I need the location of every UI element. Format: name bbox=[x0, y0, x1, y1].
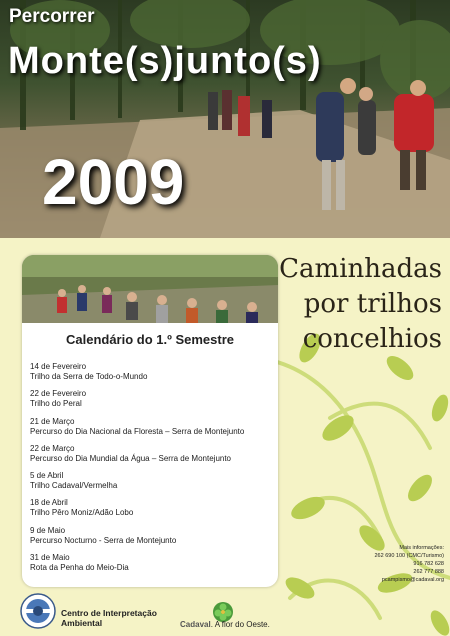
event-name: Percurso do Dia Mundial da Água – Serra de Montejunto bbox=[30, 453, 232, 463]
event-item bbox=[30, 362, 274, 389]
calendar-title: Calendário do 1.º Semestre bbox=[65, 332, 235, 347]
header-kicker: Percorrer bbox=[9, 6, 95, 27]
header-title: Monte(s)junto(s) bbox=[8, 40, 322, 82]
group-walk-photo bbox=[22, 255, 278, 323]
event-date: 22 de Fevereiro bbox=[30, 389, 87, 399]
contact-line: 262 777 888 bbox=[413, 569, 444, 575]
event-item bbox=[30, 417, 274, 444]
cadaval-brand: Cadaval bbox=[180, 620, 211, 629]
event-date: 22 de Março bbox=[30, 443, 75, 453]
contact-heading: Mais informações: bbox=[399, 545, 444, 551]
header-year: 2009 bbox=[42, 146, 185, 218]
event-name: Trilho do Peral bbox=[30, 399, 82, 409]
event-name: Percurso do Dia Nacional da Floresta – Serra de Montejunto bbox=[30, 426, 245, 436]
contact-line: 916 782 628 bbox=[413, 561, 444, 567]
event-date: 14 de Fevereiro bbox=[30, 362, 87, 371]
event-name: Rota da Penha do Meio-Dia bbox=[30, 563, 129, 573]
calendar-card bbox=[22, 255, 278, 587]
hero-photo bbox=[0, 0, 450, 238]
cadaval-logo-text bbox=[180, 620, 270, 629]
cadaval-slogan: . A flor do Oeste. bbox=[210, 620, 270, 629]
interpretation-centre-logo bbox=[20, 593, 56, 629]
tagline-line-1: Caminhadas bbox=[279, 254, 442, 284]
contact-line: 262 690 100 (CMC/Turismo) bbox=[374, 553, 444, 559]
tagline-line-2: por trilhos bbox=[303, 289, 442, 319]
event-date: 31 de Maio bbox=[30, 553, 70, 563]
tagline-line-3: concelhios bbox=[302, 324, 442, 354]
event-date: 21 de Março bbox=[30, 416, 75, 426]
event-item bbox=[30, 553, 274, 580]
event-date: 5 de Abril bbox=[30, 471, 64, 481]
event-name: Trilho da Serra de Todo-o-Mundo bbox=[30, 372, 148, 381]
event-list bbox=[30, 362, 274, 580]
event-date: 18 de Abril bbox=[30, 498, 68, 508]
interpretation-centre-name: Centro de Interpretação Ambiental bbox=[61, 608, 157, 628]
event-name: Percurso Nocturno - Serra de Montejunto bbox=[30, 535, 177, 545]
event-item bbox=[30, 526, 274, 553]
event-date: 9 de Maio bbox=[30, 525, 66, 535]
event-item bbox=[30, 444, 274, 471]
event-item bbox=[30, 498, 274, 525]
event-name: Trilho Pêro Moniz/Adão Lobo bbox=[30, 508, 134, 518]
contact-email: pcampismo@cadaval.org bbox=[381, 577, 444, 583]
contact-info bbox=[375, 544, 445, 584]
event-item bbox=[30, 471, 274, 498]
event-item bbox=[30, 389, 274, 416]
event-name: Trilho Cadaval/Vermelha bbox=[30, 481, 118, 491]
